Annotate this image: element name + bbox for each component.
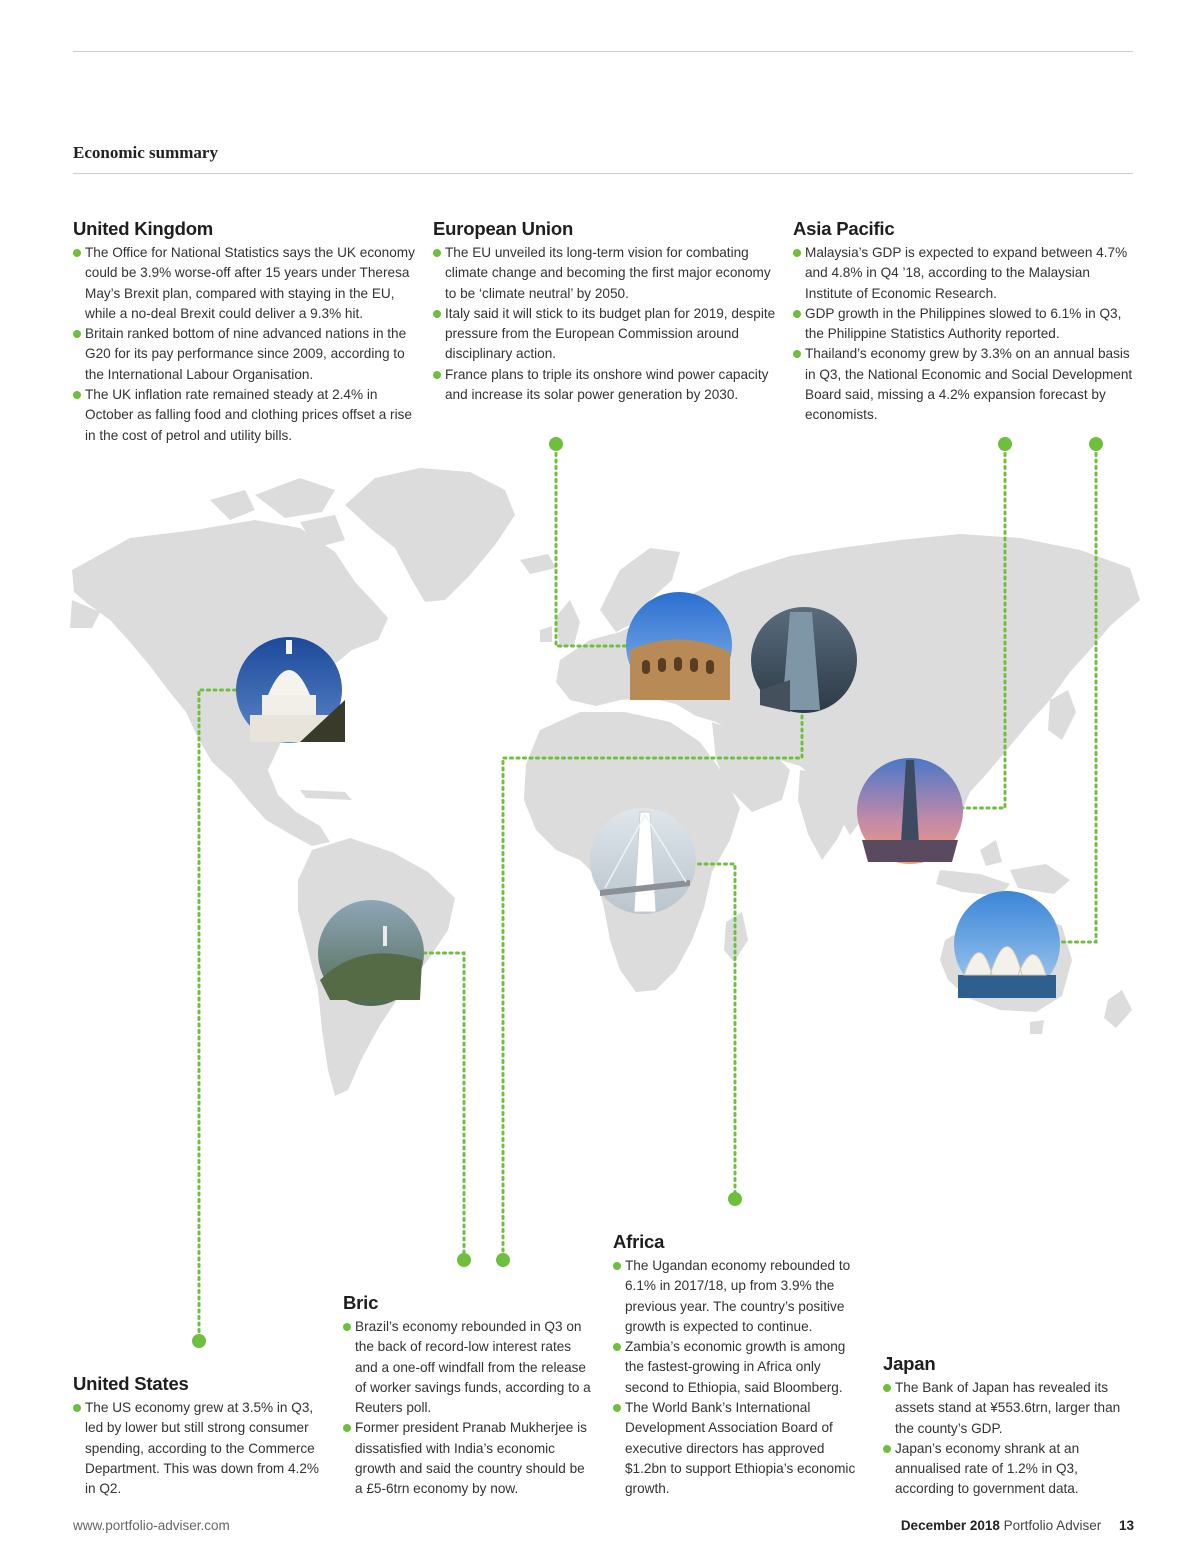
region-asia-pacific (793, 218, 1138, 426)
region-japan (883, 1353, 1133, 1500)
list-item: France plans to triple its onshore wind power capacity and increase its solar power generation by 2030. (433, 365, 778, 406)
page-number: 13 (1118, 1518, 1134, 1533)
continents (70, 468, 1140, 1096)
region-uk (73, 218, 418, 446)
list-item: The World Bank’s International Development Association Board of executive directors has approved $1.2bn to support Ethiopia’s economic growth. (613, 1398, 865, 1499)
region-title: United Kingdom (73, 218, 214, 239)
list-item: GDP growth in the Philippines slowed to 6.1% in Q3, the Philippine Statistics Authority reported. (793, 304, 1138, 345)
region-africa (613, 1231, 865, 1500)
list-item: Italy said it will stick to its budget plan for 2019, despite pressure from the European Commission around disciplinary action. (433, 304, 778, 365)
list-item: The UK inflation rate remained steady at 2.4% in October as falling food and clothing prices offset a rise in the cost of petrol and utility bills. (73, 385, 418, 446)
list-item: The US economy grew at 3.5% in Q3, led by lower but still strong consumer spending, according to the Commerce Department. This was down from 4.2% in Q2. (73, 1398, 328, 1499)
list-item: Thailand’s economy grew by 3.3% on an annual basis in Q3, the National Economic and Social Development Board said, missing a 4.2% expansion forecast by economists. (793, 344, 1138, 425)
footer-website: www.portfolio-adviser.com (73, 1518, 230, 1533)
region-us (73, 1373, 328, 1499)
region-title: European Union (433, 218, 574, 239)
list-item: The Ugandan economy rebounded to 6.1% in 2017/18, up from 3.9% the previous year. The country’s positive growth is expected to continue. (613, 1256, 865, 1337)
list-item: Zambia’s economic growth is among the fastest-growing in Africa only second to Ethiopia, said Bloomberg. (613, 1337, 865, 1398)
list-item: Malaysia’s GDP is expected to expand between 4.7% and 4.8% in Q4 ’18, according to the Malaysian Institute of Economic Research. (793, 243, 1138, 304)
photo-colosseum (626, 592, 732, 700)
footer-month: December 2018 (900, 1518, 1000, 1533)
photo-city-tower (751, 607, 857, 713)
photo-sydney-opera (954, 891, 1060, 998)
photo-rio (318, 900, 424, 1006)
footer-publication: Portfolio Adviser (1003, 1518, 1102, 1533)
list-item: Former president Pranab Mukherjee is dissatisfied with India’s economic growth and said the country should be a £5-6trn economy by now. (343, 1418, 593, 1499)
list-item: Japan’s economy shrank at an annualised rate of 1.2% in Q3, according to government data. (883, 1439, 1133, 1500)
page-title: Economic summary (73, 143, 218, 162)
list-item: Britain ranked bottom of nine advanced nations in the G20 for its pay performance since 2009, according to the International Labour Organisation. (73, 324, 418, 385)
region-title: Japan (883, 1353, 936, 1374)
region-title: Asia Pacific (793, 218, 895, 239)
list-item: The Office for National Statistics says the UK economy could be 3.9% worse-off after 15 years under Theresa May’s Brexit plan, compared with staying in the EU, while a no-deal Brexit could deliver a 9.3% hit. (73, 243, 418, 324)
region-eu (433, 218, 778, 405)
photo-bridge (590, 808, 696, 914)
region-title: Bric (343, 1292, 379, 1313)
footer-issue (901, 1518, 1134, 1533)
region-title: United States (73, 1373, 189, 1394)
region-bric (343, 1292, 593, 1500)
list-item: The EU unveiled its long-term vision for combating climate change and becoming the first major economy to be ‘climate neutral’ by 2050. (433, 243, 778, 304)
region-title: Africa (613, 1231, 665, 1252)
photo-taipei-101 (857, 758, 963, 864)
list-item: Brazil’s economy rebounded in Q3 on the back of record-low interest rates and a one-off windfall from the release of worker savings funds, according to a Reuters poll. (343, 1317, 593, 1418)
list-item: The Bank of Japan has revealed its assets stand at ¥553.6trn, larger than the county’s GDP. (883, 1378, 1133, 1439)
